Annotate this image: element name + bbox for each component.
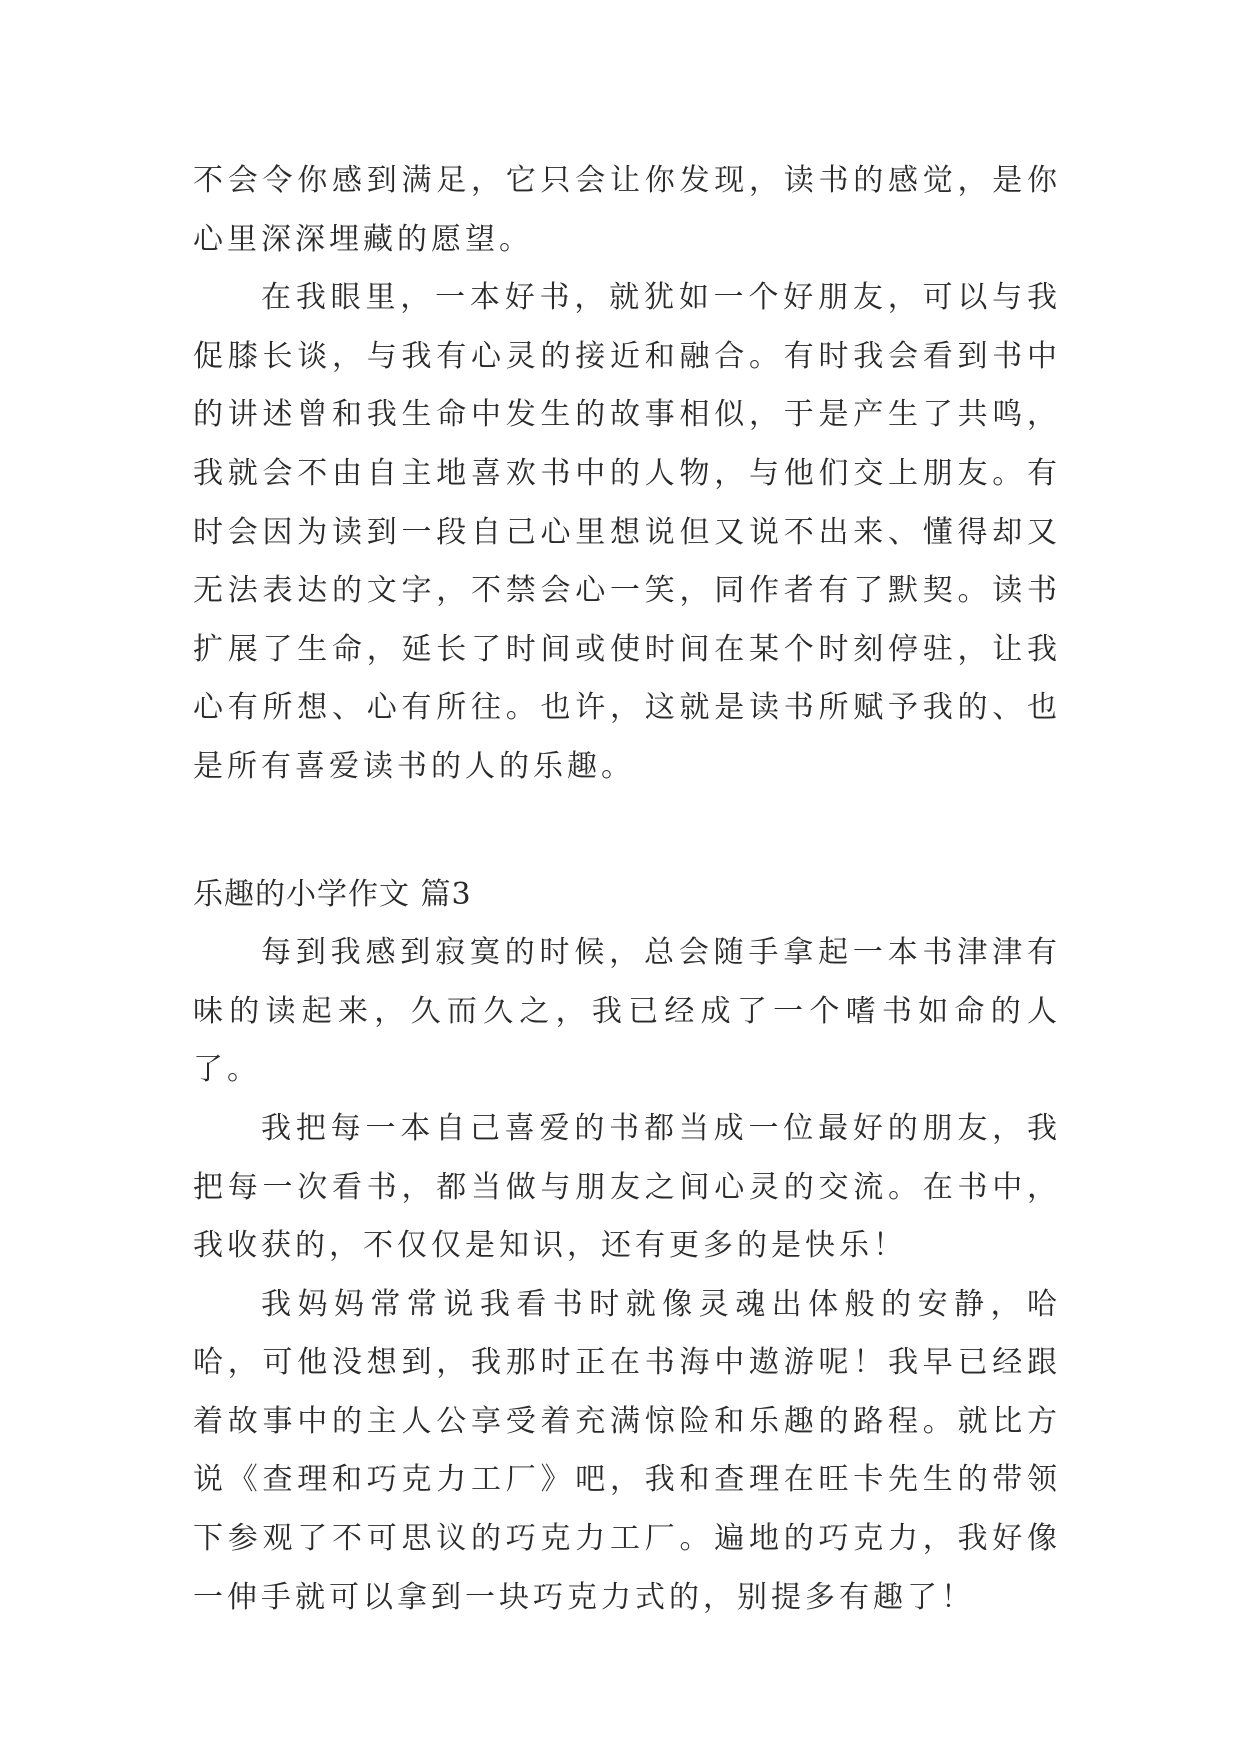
body-paragraph: 我妈妈常常说我看书时就像灵魂出体般的安静，哈哈，可他没想到，我那时正在书海中遨游呢！我早已经跟着故事中的主人公享受着充满惊险和乐趣的路程。就比方说《查理和巧克力工厂》吧，我和查理在旺卡先生的带领下参观了不可思议的巧克力工厂。遍地的巧克力，我好像一伸手就可以拿到一块巧克力式的，别提多有趣了！ [193, 1286, 1061, 1615]
body-paragraph: 在我眼里，一本好书，就犹如一个好朋友，可以与我促膝长谈，与我有心灵的接近和融合。有时我会看到书中的讲述曾和我生命中发生的故事相似，于是产生了共鸣，我就会不由自主地喜欢书中的人物，与他们交上朋友。有时会因为读到一段自己心里想说但又说不出来、懂得却又无法表达的文字，不禁会心一笑，同作者有了默契。读书扩展了生命，延长了时间或使时间在某个时刻停驻，让我心有所想、心有所往。也许，这就是读书所赋予我的、也是所有喜爱读书的人的乐趣。 [193, 280, 1061, 784]
continued-paragraph: 不会令你感到满足，它只会让你发现，读书的感觉，是你心里深深埋藏的愿望。 [193, 163, 1061, 257]
body-paragraph: 每到我感到寂寞的时候，总会随手拿起一本书津津有味的读起来，久而久之，我已经成了一个嗜书如命的人了。 [193, 935, 1061, 1088]
essay-title: 乐趣的小学作文 篇3 [193, 876, 472, 912]
document-body [193, 152, 1061, 1627]
body-paragraph: 我把每一本自己喜爱的书都当成一位最好的朋友，我把每一次看书，都当做与朋友之间心灵的交流。在书中，我收获的，不仅仅是知识，还有更多的是快乐！ [193, 1110, 1061, 1264]
